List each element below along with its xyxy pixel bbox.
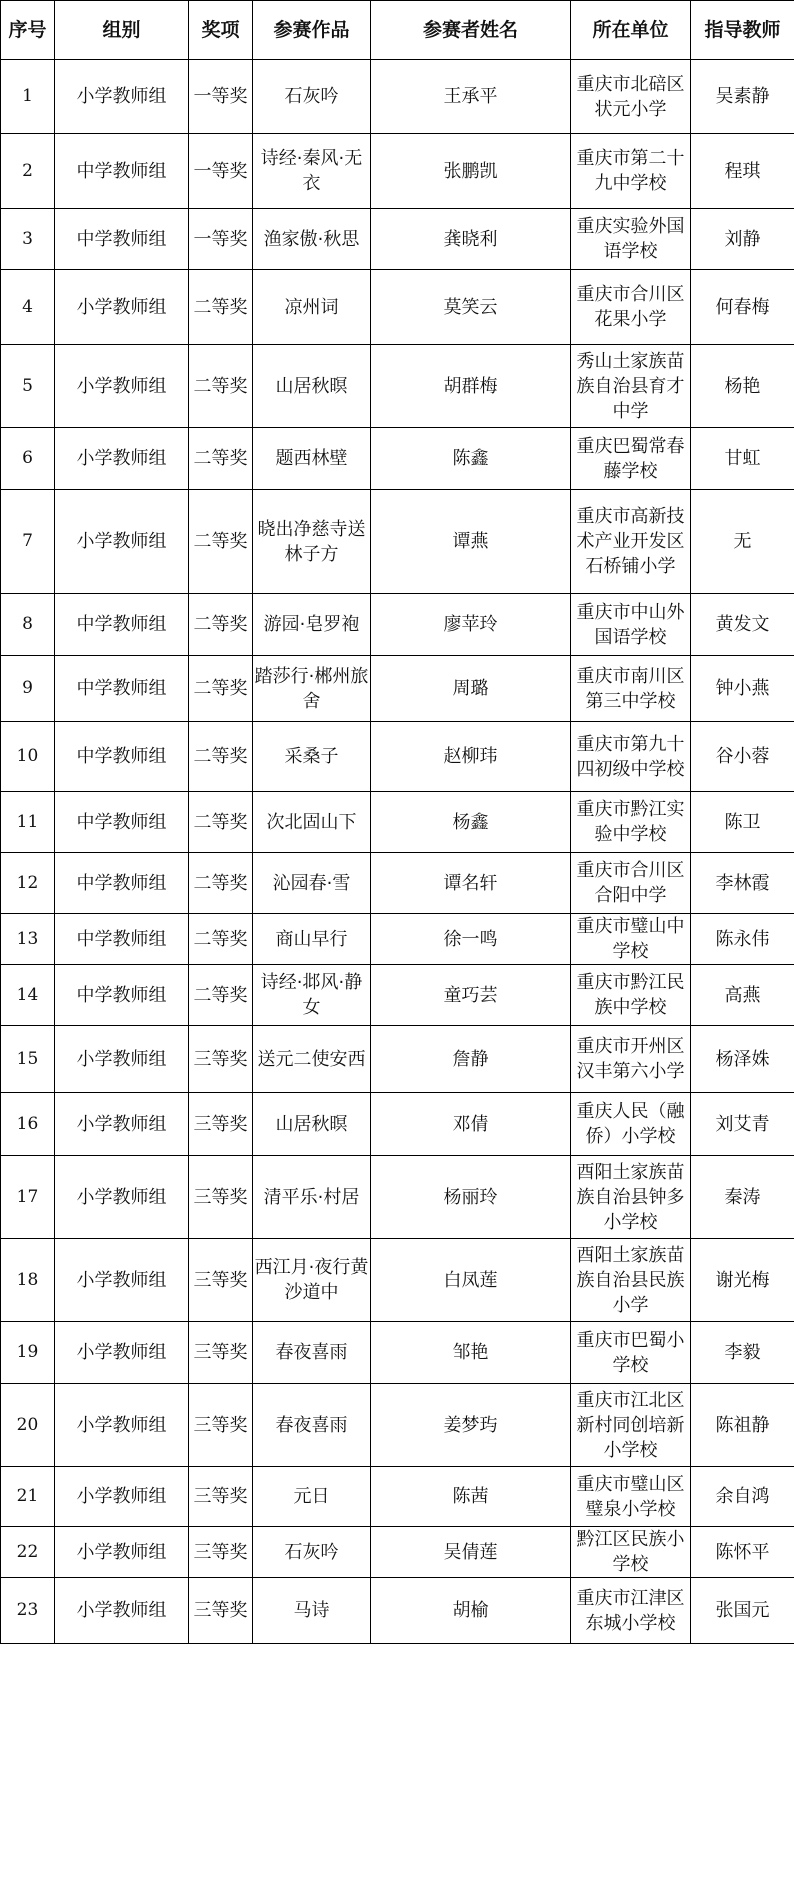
header-award: 奖项 [189, 1, 253, 60]
cell-award: 二等奖 [189, 792, 253, 853]
cell-group: 小学教师组 [55, 1239, 189, 1322]
cell-group: 小学教师组 [55, 1093, 189, 1156]
cell-group: 中学教师组 [55, 209, 189, 270]
cell-advisor: 刘艾青 [691, 1093, 794, 1156]
cell-name: 杨鑫 [371, 792, 571, 853]
table-row [1, 656, 794, 722]
cell-work: 题西林壁 [253, 428, 371, 490]
cell-work: 石灰吟 [253, 60, 371, 134]
cell-award: 三等奖 [189, 1239, 253, 1322]
cell-name: 胡群梅 [371, 345, 571, 428]
cell-award: 二等奖 [189, 853, 253, 914]
cell-advisor: 吴素静 [691, 60, 794, 134]
cell-name: 杨丽玲 [371, 1156, 571, 1239]
cell-advisor: 黄发文 [691, 594, 794, 656]
cell-name: 赵柳玮 [371, 722, 571, 792]
table-row [1, 209, 794, 270]
cell-unit: 重庆市中山外国语学校 [571, 594, 691, 656]
table-row [1, 270, 794, 345]
cell-work: 山居秋暝 [253, 345, 371, 428]
table-row [1, 60, 794, 134]
header-group: 组别 [55, 1, 189, 60]
cell-advisor: 张国元 [691, 1578, 794, 1644]
table-row [1, 345, 794, 428]
cell-name: 吴倩莲 [371, 1527, 571, 1578]
cell-award: 三等奖 [189, 1026, 253, 1093]
cell-index: 8 [1, 594, 55, 656]
header-index: 序号 [1, 1, 55, 60]
cell-award: 三等奖 [189, 1093, 253, 1156]
cell-unit: 秀山土家族苗族自治县育才中学 [571, 345, 691, 428]
cell-index: 23 [1, 1578, 55, 1644]
cell-advisor: 陈永伟 [691, 914, 794, 965]
cell-index: 11 [1, 792, 55, 853]
cell-advisor: 杨泽姝 [691, 1026, 794, 1093]
cell-group: 小学教师组 [55, 345, 189, 428]
cell-unit: 重庆市江北区新村同创培新小学校 [571, 1384, 691, 1467]
cell-unit: 重庆市合川区花果小学 [571, 270, 691, 345]
cell-work: 春夜喜雨 [253, 1384, 371, 1467]
cell-name: 谭燕 [371, 490, 571, 594]
cell-award: 二等奖 [189, 965, 253, 1026]
cell-award: 三等奖 [189, 1384, 253, 1467]
cell-work: 踏莎行·郴州旅舍 [253, 656, 371, 722]
cell-name: 王承平 [371, 60, 571, 134]
cell-award: 二等奖 [189, 656, 253, 722]
cell-advisor: 李林霞 [691, 853, 794, 914]
cell-index: 19 [1, 1322, 55, 1384]
cell-index: 6 [1, 428, 55, 490]
cell-group: 小学教师组 [55, 1322, 189, 1384]
cell-work: 石灰吟 [253, 1527, 371, 1578]
cell-group: 小学教师组 [55, 60, 189, 134]
cell-index: 1 [1, 60, 55, 134]
header-row [1, 1, 794, 60]
cell-award: 三等奖 [189, 1322, 253, 1384]
cell-group: 中学教师组 [55, 594, 189, 656]
cell-unit: 重庆市开州区汉丰第六小学 [571, 1026, 691, 1093]
cell-advisor: 秦涛 [691, 1156, 794, 1239]
cell-group: 中学教师组 [55, 134, 189, 209]
cell-index: 16 [1, 1093, 55, 1156]
cell-work: 晓出净慈寺送林子方 [253, 490, 371, 594]
cell-group: 中学教师组 [55, 853, 189, 914]
cell-work: 诗经·邶风·静女 [253, 965, 371, 1026]
table-row [1, 594, 794, 656]
table-row [1, 1467, 794, 1527]
cell-group: 小学教师组 [55, 490, 189, 594]
cell-group: 中学教师组 [55, 722, 189, 792]
cell-award: 三等奖 [189, 1467, 253, 1527]
cell-award: 二等奖 [189, 270, 253, 345]
cell-unit: 重庆市高新技术产业开发区石桥铺小学 [571, 490, 691, 594]
table-row [1, 1384, 794, 1467]
cell-name: 徐一鸣 [371, 914, 571, 965]
cell-advisor: 陈祖静 [691, 1384, 794, 1467]
cell-unit: 重庆市璧山区璧泉小学校 [571, 1467, 691, 1527]
cell-group: 小学教师组 [55, 428, 189, 490]
cell-index: 15 [1, 1026, 55, 1093]
cell-index: 14 [1, 965, 55, 1026]
cell-work: 送元二使安西 [253, 1026, 371, 1093]
cell-work: 西江月·夜行黄沙道中 [253, 1239, 371, 1322]
cell-work: 游园·皂罗袍 [253, 594, 371, 656]
cell-work: 采桑子 [253, 722, 371, 792]
table-row [1, 853, 794, 914]
cell-unit: 酉阳土家族苗族自治县民族小学 [571, 1239, 691, 1322]
cell-unit: 酉阳土家族苗族自治县钟多小学校 [571, 1156, 691, 1239]
cell-award: 二等奖 [189, 914, 253, 965]
cell-advisor: 李毅 [691, 1322, 794, 1384]
cell-group: 小学教师组 [55, 1578, 189, 1644]
cell-group: 中学教师组 [55, 656, 189, 722]
cell-unit: 重庆市北碚区状元小学 [571, 60, 691, 134]
table-row [1, 1322, 794, 1384]
cell-group: 小学教师组 [55, 1026, 189, 1093]
cell-index: 13 [1, 914, 55, 965]
cell-group: 小学教师组 [55, 270, 189, 345]
table-row [1, 914, 794, 965]
cell-advisor: 高燕 [691, 965, 794, 1026]
cell-name: 陈鑫 [371, 428, 571, 490]
cell-name: 白凤莲 [371, 1239, 571, 1322]
header-work: 参赛作品 [253, 1, 371, 60]
cell-group: 中学教师组 [55, 914, 189, 965]
cell-index: 17 [1, 1156, 55, 1239]
cell-name: 詹静 [371, 1026, 571, 1093]
cell-group: 小学教师组 [55, 1156, 189, 1239]
table-row [1, 490, 794, 594]
cell-index: 18 [1, 1239, 55, 1322]
cell-advisor: 谢光梅 [691, 1239, 794, 1322]
cell-name: 陈茜 [371, 1467, 571, 1527]
cell-unit: 重庆市黔江民族中学校 [571, 965, 691, 1026]
cell-name: 周璐 [371, 656, 571, 722]
cell-group: 小学教师组 [55, 1527, 189, 1578]
cell-index: 22 [1, 1527, 55, 1578]
cell-name: 童巧芸 [371, 965, 571, 1026]
cell-unit: 黔江区民族小学校 [571, 1527, 691, 1578]
header-advisor: 指导教师 [691, 1, 794, 60]
cell-work: 元日 [253, 1467, 371, 1527]
cell-unit: 重庆市江津区东城小学校 [571, 1578, 691, 1644]
cell-work: 诗经·秦风·无衣 [253, 134, 371, 209]
cell-unit: 重庆市第二十九中学校 [571, 134, 691, 209]
cell-award: 一等奖 [189, 209, 253, 270]
table-row [1, 134, 794, 209]
cell-work: 渔家傲·秋思 [253, 209, 371, 270]
cell-unit: 重庆实验外国语学校 [571, 209, 691, 270]
header-name: 参赛者姓名 [371, 1, 571, 60]
cell-advisor: 程琪 [691, 134, 794, 209]
cell-index: 9 [1, 656, 55, 722]
cell-advisor: 余自鸿 [691, 1467, 794, 1527]
table-row [1, 1239, 794, 1322]
cell-work: 沁园春·雪 [253, 853, 371, 914]
table-row [1, 722, 794, 792]
cell-award: 二等奖 [189, 345, 253, 428]
cell-index: 4 [1, 270, 55, 345]
cell-advisor: 杨艳 [691, 345, 794, 428]
cell-award: 二等奖 [189, 594, 253, 656]
cell-advisor: 陈卫 [691, 792, 794, 853]
table-row [1, 1156, 794, 1239]
cell-name: 邹艳 [371, 1322, 571, 1384]
cell-group: 中学教师组 [55, 792, 189, 853]
cell-unit: 重庆市黔江实验中学校 [571, 792, 691, 853]
cell-name: 莫笑云 [371, 270, 571, 345]
table-body [1, 60, 794, 1644]
cell-work: 次北固山下 [253, 792, 371, 853]
header-unit: 所在单位 [571, 1, 691, 60]
cell-name: 邓倩 [371, 1093, 571, 1156]
cell-award: 三等奖 [189, 1578, 253, 1644]
cell-award: 三等奖 [189, 1527, 253, 1578]
cell-award: 三等奖 [189, 1156, 253, 1239]
cell-index: 20 [1, 1384, 55, 1467]
cell-index: 5 [1, 345, 55, 428]
cell-group: 中学教师组 [55, 965, 189, 1026]
cell-award: 一等奖 [189, 134, 253, 209]
cell-index: 21 [1, 1467, 55, 1527]
cell-index: 7 [1, 490, 55, 594]
cell-index: 3 [1, 209, 55, 270]
cell-award: 一等奖 [189, 60, 253, 134]
cell-unit: 重庆市南川区第三中学校 [571, 656, 691, 722]
cell-index: 2 [1, 134, 55, 209]
cell-unit: 重庆巴蜀常春藤学校 [571, 428, 691, 490]
table-row [1, 1578, 794, 1644]
cell-unit: 重庆市合川区合阳中学 [571, 853, 691, 914]
table-row [1, 1026, 794, 1093]
cell-advisor: 何春梅 [691, 270, 794, 345]
cell-group: 小学教师组 [55, 1384, 189, 1467]
cell-advisor: 陈怀平 [691, 1527, 794, 1578]
cell-advisor: 刘静 [691, 209, 794, 270]
cell-advisor: 谷小蓉 [691, 722, 794, 792]
cell-work: 清平乐·村居 [253, 1156, 371, 1239]
cell-name: 张鹏凯 [371, 134, 571, 209]
cell-unit: 重庆市璧山中学校 [571, 914, 691, 965]
cell-unit: 重庆人民（融侨）小学校 [571, 1093, 691, 1156]
cell-index: 10 [1, 722, 55, 792]
cell-work: 商山早行 [253, 914, 371, 965]
cell-advisor: 钟小燕 [691, 656, 794, 722]
cell-name: 龚晓利 [371, 209, 571, 270]
cell-work: 春夜喜雨 [253, 1322, 371, 1384]
cell-unit: 重庆市第九十四初级中学校 [571, 722, 691, 792]
table-row [1, 1527, 794, 1578]
cell-award: 二等奖 [189, 490, 253, 594]
cell-advisor: 甘虹 [691, 428, 794, 490]
cell-index: 12 [1, 853, 55, 914]
cell-award: 二等奖 [189, 428, 253, 490]
cell-group: 小学教师组 [55, 1467, 189, 1527]
cell-award: 二等奖 [189, 722, 253, 792]
table-row [1, 428, 794, 490]
cell-work: 山居秋暝 [253, 1093, 371, 1156]
cell-name: 胡榆 [371, 1578, 571, 1644]
cell-name: 姜梦玙 [371, 1384, 571, 1467]
cell-name: 廖苹玲 [371, 594, 571, 656]
cell-name: 谭名轩 [371, 853, 571, 914]
cell-advisor: 无 [691, 490, 794, 594]
cell-work: 马诗 [253, 1578, 371, 1644]
table-row [1, 1093, 794, 1156]
table-row [1, 965, 794, 1026]
cell-unit: 重庆市巴蜀小学校 [571, 1322, 691, 1384]
cell-work: 凉州词 [253, 270, 371, 345]
table-row [1, 792, 794, 853]
